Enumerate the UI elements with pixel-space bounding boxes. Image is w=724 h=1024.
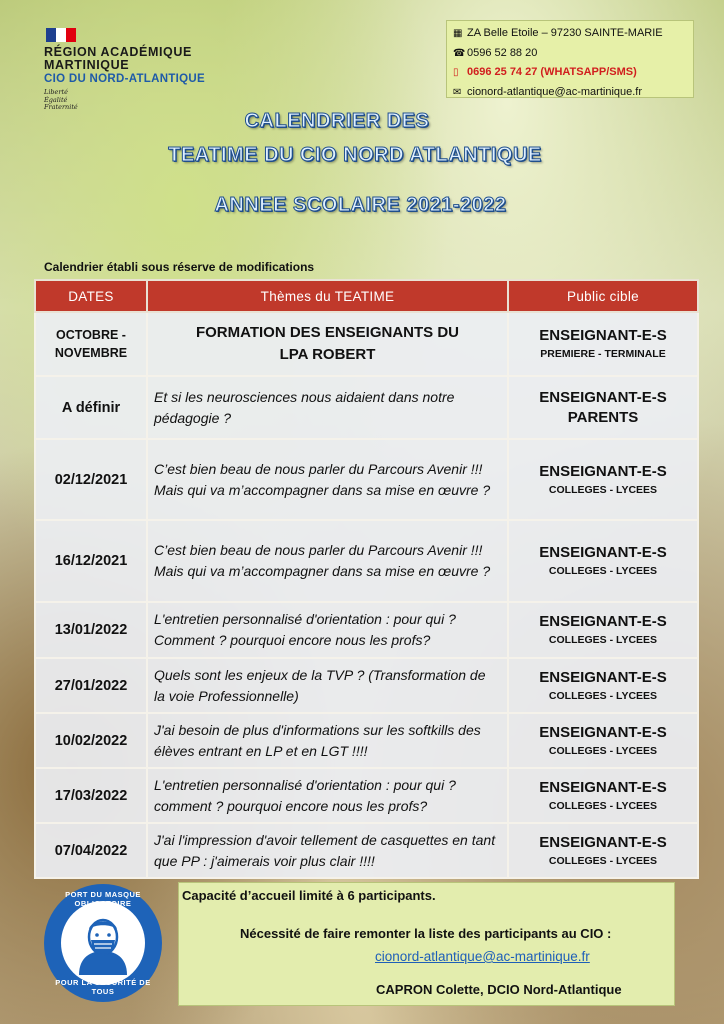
org-line-2: MARTINIQUE	[44, 58, 130, 72]
row-theme: Et si les neurosciences nous aidaient dans notre pédagogie ?	[147, 376, 508, 439]
teatime-schedule-table	[34, 279, 699, 879]
row-public: ENSEIGNANT-E-S PARENTS	[508, 376, 698, 439]
envelope-icon: ✉	[453, 86, 462, 98]
row-date: OCTOBRE - NOVEMBRE	[35, 312, 147, 376]
row-public: ENSEIGNANT-E-S COLLEGES - LYCEES	[508, 520, 698, 602]
table-header-row	[35, 280, 698, 312]
title-line-3: ANNEE SCOLAIRE 2021-2022	[214, 194, 507, 216]
title-line-3-wrap	[0, 194, 724, 217]
table-row	[35, 823, 698, 878]
row-public: ENSEIGNANT-E-S COLLEGES - LYCEES	[508, 713, 698, 768]
row-date: 13/01/2022	[35, 602, 147, 658]
capacity-text: Capacité d’accueil limité à 6 participants.	[182, 888, 436, 903]
row-public: ENSEIGNANT-E-S PREMIERE - TERMINALE	[508, 312, 698, 376]
row-date: 02/12/2021	[35, 439, 147, 520]
contact-address: ▦ ZA Belle Etoile – 97230 SAINTE-MARIE	[453, 24, 687, 44]
title-line-1-wrap	[0, 110, 724, 133]
column-header-dates: DATES	[35, 280, 147, 312]
row-date: 07/04/2022	[35, 823, 147, 878]
signature-text: CAPRON Colette, DCIO Nord-Atlantique	[376, 982, 622, 997]
disclaimer-note: Calendrier établi sous réserve de modifications	[44, 260, 315, 274]
seal-bottom-text: POUR LA SÉCURITÉ DE TOUS	[55, 978, 151, 996]
contact-box	[446, 20, 694, 98]
row-date: 10/02/2022	[35, 713, 147, 768]
table-row	[35, 768, 698, 823]
seal-top-text: PORT DU MASQUE OBLIGATOIRE	[65, 890, 141, 908]
republic-motto: Liberté Égalité Fraternité	[44, 88, 78, 111]
table-row	[35, 713, 698, 768]
building-icon: ▦	[453, 28, 463, 39]
row-public: ENSEIGNANT-E-S COLLEGES - LYCEES	[508, 823, 698, 878]
table-row	[35, 658, 698, 713]
table-row	[35, 439, 698, 520]
org-line-3: CIO DU NORD-ATLANTIQUE	[44, 73, 205, 85]
row-theme: J'ai besoin de plus d'informations sur les softkills des élèves entrant en LP et en LGT !!!!	[147, 713, 508, 768]
masked-face-icon	[71, 911, 135, 975]
table-row	[35, 312, 698, 376]
instruction-text: Nécessité de faire remonter la liste des participants au CIO :	[240, 926, 612, 941]
contact-phone: ☎ 0596 52 88 20	[453, 44, 687, 64]
mask-mandatory-seal	[44, 884, 162, 1002]
contact-email-link[interactable]: cionord-atlantique@ac-martinique.fr	[375, 949, 590, 964]
row-date: A définir	[35, 376, 147, 439]
table-row	[35, 376, 698, 439]
title-line-1: CALENDRIER DES	[244, 110, 430, 132]
column-header-themes: Thèmes du TEATIME	[147, 280, 508, 312]
row-date: 17/03/2022	[35, 768, 147, 823]
contact-email: ✉ cionord-atlantique@ac-martinique.fr	[453, 83, 687, 103]
row-theme: L'entretien personnalisé d'orientation : pour qui ? comment ? pourquoi encore nous les profs?	[147, 768, 508, 823]
row-theme: C’est bien beau de nous parler du Parcours Avenir !!! Mais qui va m’accompagner dans sa mise en œuvre ?	[147, 439, 508, 520]
row-theme: C’est bien beau de nous parler du Parcours Avenir !!! Mais qui va m’accompagner dans sa mise en œuvre ?	[147, 520, 508, 602]
marianne-flag-icon	[46, 28, 76, 42]
row-theme: FORMATION DES ENSEIGNANTS DU LPA ROBERT	[147, 312, 508, 376]
phone-icon: ☎	[453, 47, 466, 59]
participants-info-box	[178, 882, 675, 1006]
region-logo	[44, 28, 244, 112]
row-public: ENSEIGNANT-E-S COLLEGES - LYCEES	[508, 602, 698, 658]
column-header-public: Public cible	[508, 280, 698, 312]
mobile-icon: ▯	[453, 67, 459, 78]
row-theme: L'entretien personnalisé d'orientation : pour qui ? Comment ? pourquoi encore nous les profs?	[147, 602, 508, 658]
title-line-2-wrap	[0, 144, 724, 167]
row-theme: J'ai l'impression d'avoir tellement de casquettes en tant que PP : j'aimerais voir plus clair !!!!	[147, 823, 508, 878]
row-public: ENSEIGNANT-E-S COLLEGES - LYCEES	[508, 768, 698, 823]
title-line-2: TEATIME DU CIO NORD ATLANTIQUE	[168, 144, 542, 166]
row-theme: Quels sont les enjeux de la TVP ? (Transformation de la voie Professionnelle)	[147, 658, 508, 713]
row-public: ENSEIGNANT-E-S COLLEGES - LYCEES	[508, 658, 698, 713]
row-public: ENSEIGNANT-E-S COLLEGES - LYCEES	[508, 439, 698, 520]
org-line-1: RÉGION ACADÉMIQUE	[44, 45, 192, 59]
row-date: 27/01/2022	[35, 658, 147, 713]
table-row	[35, 520, 698, 602]
contact-mobile: ▯ 0696 25 74 27 (WHATSAPP/SMS)	[453, 63, 687, 83]
row-date: 16/12/2021	[35, 520, 147, 602]
table-row	[35, 602, 698, 658]
